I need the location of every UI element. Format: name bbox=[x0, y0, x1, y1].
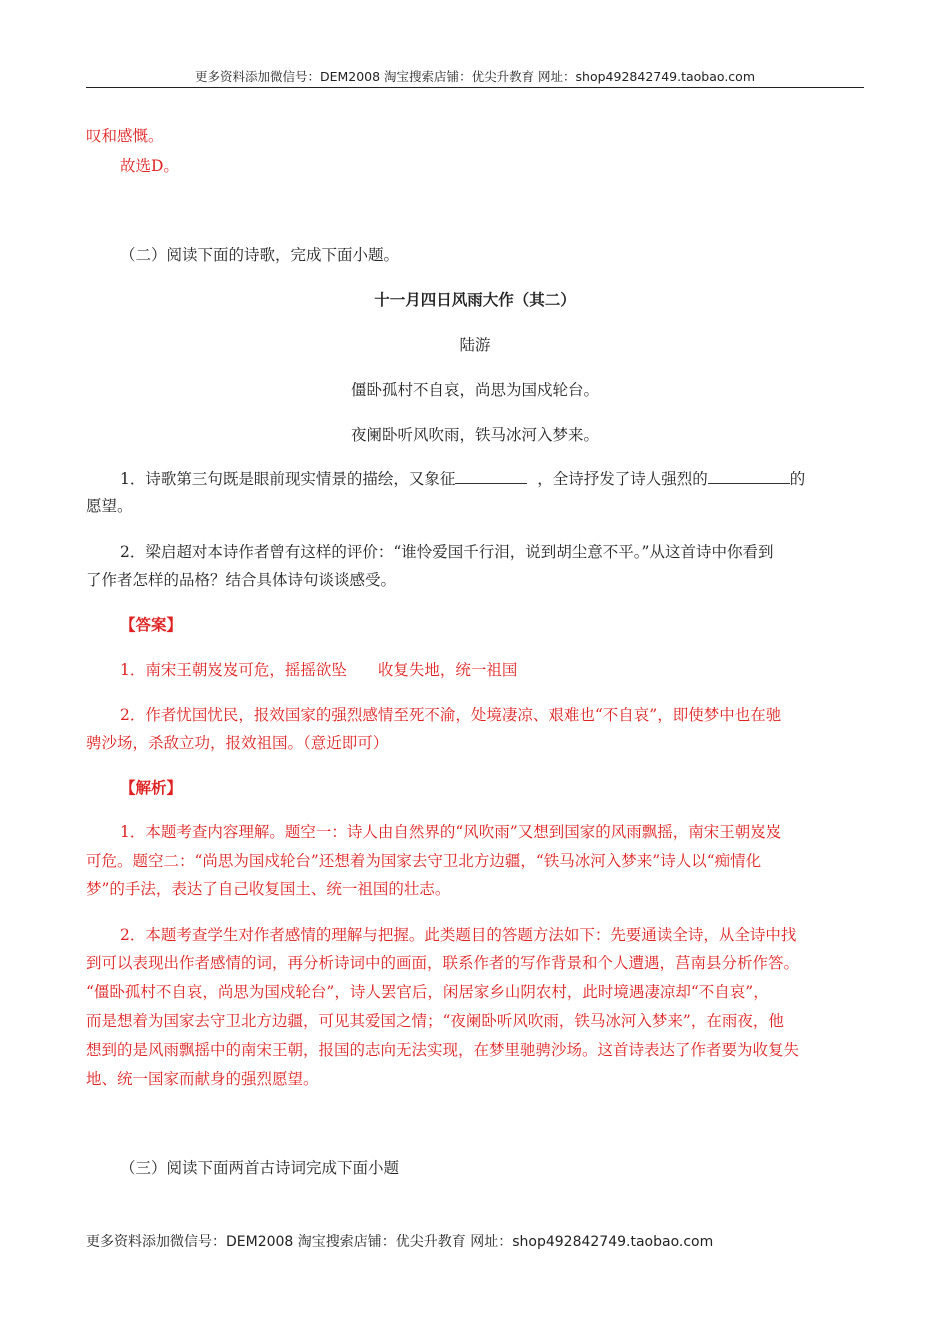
answer-label: 【答案】 bbox=[120, 615, 183, 634]
poem-author: 陆游 bbox=[459, 336, 491, 354]
question-1-text-a: 1．诗歌第三句既是眼前现实情景的描绘，又象征 bbox=[120, 470, 456, 488]
section2-intro: （二）阅读下面的诗歌，完成下面小题。 bbox=[120, 246, 400, 264]
analysis-1-line-1: 1．本题考查内容理解。题空一：诗人由自然界的“风吹雨”又想到国家的风雨飘摇，南宋王朝岌岌 bbox=[120, 823, 782, 841]
poem-line-2: 夜阑卧听风吹雨，铁马冰河入梦来。 bbox=[350, 426, 599, 444]
analysis-label: 【解析】 bbox=[120, 778, 183, 797]
question-1-continuation: 愿望。 bbox=[86, 497, 133, 515]
question-1-blank-2[interactable] bbox=[708, 469, 790, 484]
question-1-text-c: 的 bbox=[789, 470, 806, 488]
question-2-line-1: 2．梁启超对本诗作者曾有这样的评价：“谁怜爱国千行泪，说到胡尘意不平。”从这首诗中你看到 bbox=[120, 543, 774, 561]
header-divider bbox=[86, 87, 864, 88]
question-1 bbox=[120, 469, 805, 489]
analysis-1-line-3: 梦”的手法，表达了自己收复国土、统一祖国的壮志。 bbox=[86, 880, 451, 898]
analysis-1-line-2: 可危。题空二：“尚思为国戍轮台”还想着为国家去守卫北方边疆，“铁马冰河入梦来”诗人以“痴情化 bbox=[86, 852, 762, 870]
analysis-2-line-6: 地、统一国家而献身的强烈愿望。 bbox=[86, 1070, 319, 1088]
poem-line-1: 僵卧孤村不自哀，尚思为国戍轮台。 bbox=[350, 381, 599, 399]
section3-intro: （三）阅读下面两首古诗词完成下面小题 bbox=[120, 1159, 400, 1177]
poem-title: 十一月四日风雨大作（其二） bbox=[374, 290, 576, 309]
analysis-2-line-1: 2．本题考查学生对作者感情的理解与把握。此类题目的答题方法如下：先要通读全诗，从全诗中找 bbox=[120, 926, 797, 944]
question-1-blank-1[interactable] bbox=[455, 469, 527, 484]
prev-answer-choice: 故选D。 bbox=[120, 157, 179, 175]
answer-2-line-1: 2．作者忧国忧民，报效国家的强烈感情至死不渝，处境凄凉、艰难也“不自哀”，即使梦中也在驰 bbox=[120, 706, 782, 724]
analysis-2-line-4: 而是想着为国家去守卫北方边疆，可见其爱国之情；“夜阑卧听风吹雨，铁马冰河入梦来”，在雨夜，他 bbox=[86, 1012, 784, 1030]
page-footer-text: 更多资料添加微信号：DEM2008 淘宝搜索店铺：优尖升教育 网址：shop492842749.taobao.com bbox=[86, 1234, 714, 1250]
answer-1: 1．南宋王朝岌岌可危，摇摇欲坠 收复失地，统一祖国 bbox=[120, 661, 518, 679]
analysis-2-line-5: 想到的是风雨飘摇中的南宋王朝，报国的志向无法实现，在梦里驰骋沙场。这首诗表达了作者要为收复失 bbox=[86, 1041, 800, 1059]
question-2-line-2: 了作者怎样的品格？结合具体诗句谈谈感受。 bbox=[86, 571, 397, 589]
answer-2-line-2: 骋沙场，杀敌立功，报效祖国。（意近即可） bbox=[86, 734, 389, 752]
question-1-text-b: ，全诗抒发了诗人强烈的 bbox=[537, 470, 708, 488]
analysis-2-line-2: 到可以表现出作者感情的词，再分析诗词中的画面，联系作者的写作背景和个人遭遇，莒南县分析作答。 bbox=[86, 954, 800, 972]
prev-analysis-tail: 叹和感慨。 bbox=[86, 127, 164, 145]
page-header-text: 更多资料添加微信号：DEM2008 淘宝搜索店铺：优尖升教育 网址：shop492842749.taobao.com bbox=[194, 69, 756, 84]
analysis-2-line-3: “僵卧孤村不自哀，尚思为国戍轮台”，诗人罢官后，闲居家乡山阴农村，此时境遇凄凉却“不自哀”， bbox=[86, 983, 769, 1001]
